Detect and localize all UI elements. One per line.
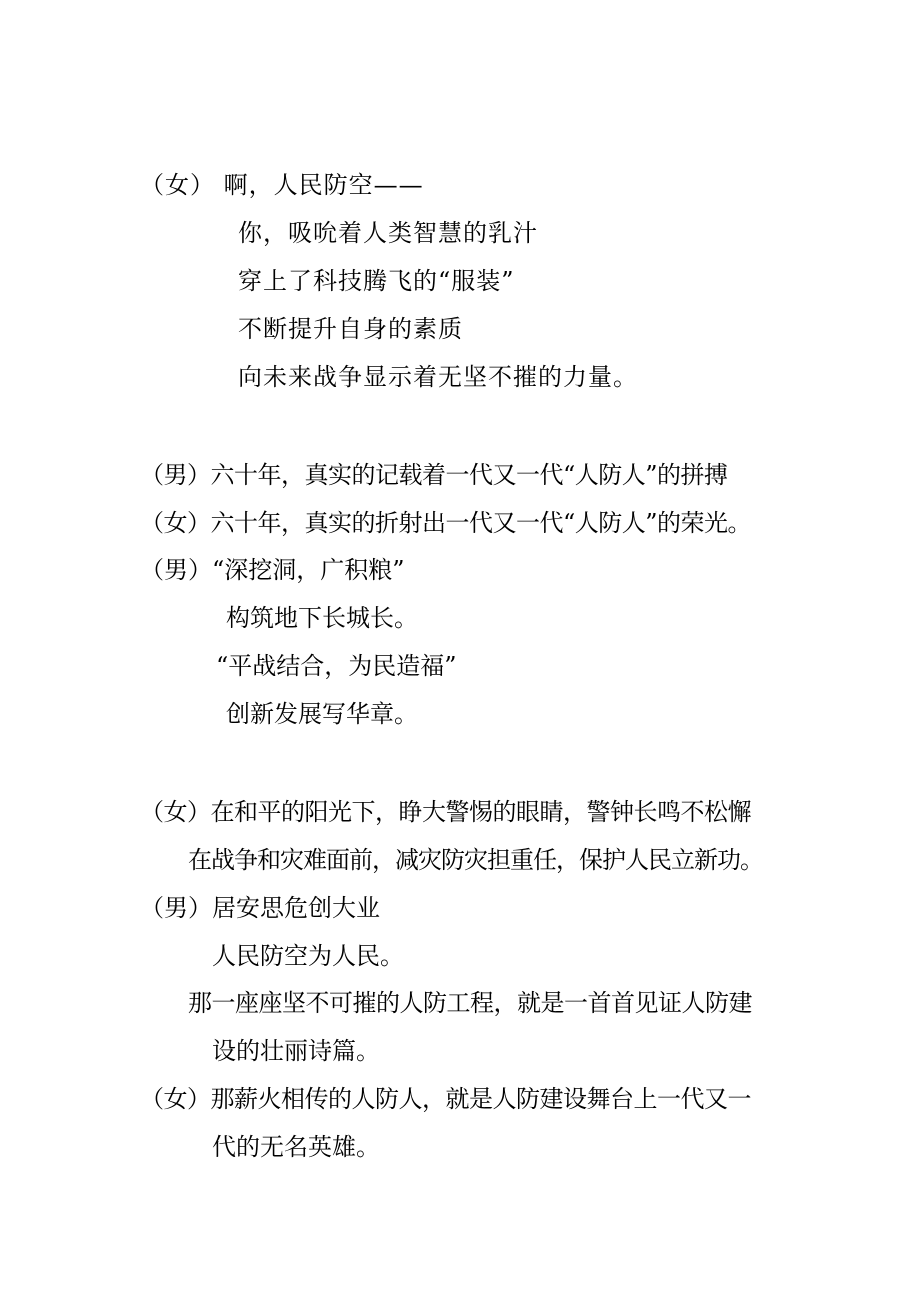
verse-line: （女）六十年，真实的折射出一代又一代“人防人”的荣光。 <box>140 509 752 537</box>
verse-line: （女）那薪火相传的人防人，就是人防建设舞台上一代又一 <box>140 1085 751 1113</box>
verse-line: 向未来战争显示着无坚不摧的力量。 <box>238 363 638 391</box>
verse-line: 穿上了科技腾飞的“服装” <box>238 267 515 295</box>
verse-line: 不断提升自身的素质 <box>238 315 463 343</box>
verse-line: 你，吸吮着人类智慧的乳汁 <box>238 219 538 247</box>
verse-line: 人民防空为人民。 <box>212 942 404 970</box>
verse-line: （女）在和平的阳光下，睁大警惕的眼睛，警钟长鸣不松懈 <box>140 798 751 826</box>
verse-line: “平战结合，为民造福” <box>216 652 457 680</box>
verse-line: 设的壮丽诗篇。 <box>212 1037 380 1065</box>
verse-line: （男）“深挖洞，广积粮” <box>140 556 405 584</box>
verse-line: （男）居安思危创大业 <box>140 894 380 922</box>
verse-line: 那一座座坚不可摧的人防工程，就是一首首见证人防建 <box>188 989 752 1017</box>
verse-line: 创新发展写华章。 <box>226 700 418 728</box>
verse-line: （女） 啊，人民防空—— <box>140 171 424 199</box>
verse-line: 构筑地下长城长。 <box>226 604 418 632</box>
verse-line: 在战争和灾难面前，减灾防灾担重任，保护人民立新功。 <box>188 846 763 874</box>
verse-line: （男）六十年，真实的记载着一代又一代“人防人”的拼搏 <box>140 461 728 489</box>
verse-line: 代的无名英雄。 <box>212 1133 380 1161</box>
